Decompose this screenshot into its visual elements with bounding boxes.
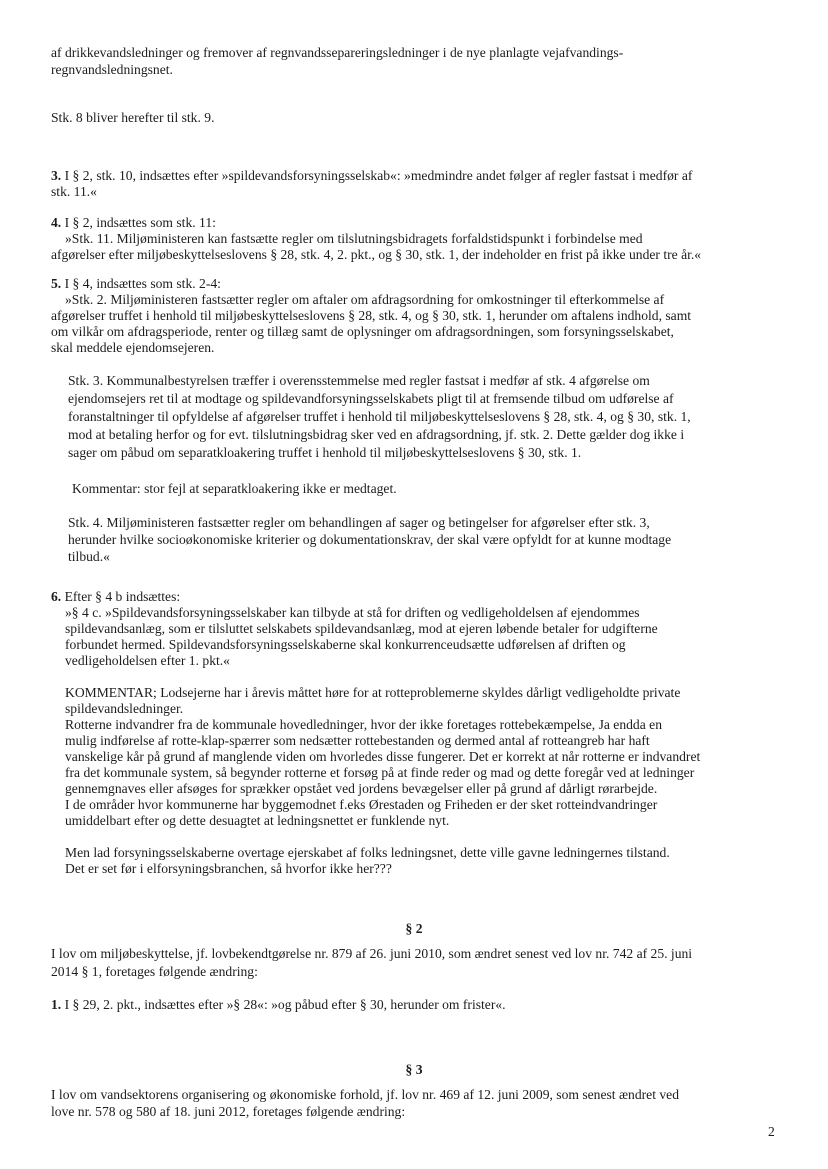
text-line: sager om påbud om separatkloakering truffet i henhold til miljøbeskyttelseslovens § 30, stk. 1. (68, 445, 582, 460)
text-line: afgørelser efter miljøbeskyttelseslovens § 28, stk. 4, 2. pkt., og § 30, stk. 1, der indeholder en frist på ikke under tre år.« (51, 247, 702, 262)
amendment-item-3 (51, 168, 692, 184)
text-line: regnvandsledningsnet. (51, 62, 173, 77)
comment-line: fra det kommunale system, så begynder rotterne et forsøg på at finde reder og mad og dette foregår ved at ledninger (65, 765, 695, 780)
comment-line: Det er set før i elforsyningsbranchen, så hvorfor ikke her??? (65, 861, 392, 876)
text-line: Stk. 4. Miljøministeren fastsætter regler om behandlingen af sager og betingelser for afgørelser efter stk. 3, (68, 515, 650, 530)
text-line: om vilkår om afdragsperiode, renter og tillæg samt de oplysninger om afdragsordningen, som forsyningsselskabet, (51, 324, 674, 339)
item-number: 1. (51, 997, 62, 1012)
text-line: ejendomsejers ret til at modtage og spildevandforsyningsselskabets pligt til at fremsende tilbud om udførelse af (68, 391, 674, 406)
text-line: Stk. 3. Kommunalbestyrelsen træffer i overensstemmelse med regler fastsat i medfør af stk. 4 afgørelse om (68, 373, 650, 388)
text-line: mod at betaling herfor og for evt. tilslutningsbidrag sker ved en afdragsordning, jf. stk. 2. Dette gælder dog ikke i (68, 427, 685, 442)
amendment-item-1 (51, 997, 506, 1013)
text-line: herunder hvilke socioøkonomiske kriterier og dokumentationskrav, der skal være opfyldt for at kunne modtage (68, 532, 672, 547)
item-number: 3. (51, 168, 62, 183)
text-line: I § 29, 2. pkt., indsættes efter »§ 28«: »og påbud efter § 30, herunder om frister«. (61, 997, 506, 1012)
section-heading: § 3 (405, 1061, 423, 1077)
comment-line: gennemgnaves eller afsøges for sprækker opstået ved jordens bevægelser eller på grund af dårligt rørarbejde. (65, 781, 658, 796)
item-number: 5. (51, 276, 62, 291)
text-line: forbundet hermed. Spildevandsforsyningsselskaberne skal konkurrenceudsætte udførelsen af driften og (65, 637, 626, 652)
text-line: »Stk. 11. Miljøministeren kan fastsætte regler om tilslutningsbidragets forfaldstidspunkt i forbindelse med (65, 231, 643, 246)
item-number: 6. (51, 589, 62, 604)
text-line: tilbud.« (68, 549, 110, 564)
amendment-item-4 (51, 215, 216, 231)
text-line: I § 2, indsættes som stk. 11: (61, 215, 216, 230)
text-line: I § 2, stk. 10, indsættes efter »spildevandsforsyningsselskab«: »medmindre andet følger af regler fastsat i medfør af (61, 168, 693, 183)
comment-line: umiddelbart efter og dette desuagtet at ledningsnettet er funklende nyt. (65, 813, 450, 828)
comment-line: I de områder hvor kommunerne har byggemodnet f.eks Ørestaden og Friheden er der sket rotteindvandringer (65, 797, 658, 812)
text-line: skal meddele ejendomsejeren. (51, 340, 215, 355)
text-line: af drikkevandsledninger og fremover af regnvandssepareringsledninger i de nye planlagte vejafvandings- (51, 45, 624, 60)
comment-line: spildevandsledninger. (65, 701, 184, 716)
text-line: »§ 4 c. »Spildevandsforsyningsselskaber kan tilbyde at stå for driften og vedligeholdelsen af ejendommes (65, 605, 640, 620)
text-line: foranstaltninger til opfyldelse af afgørelser truffet i henhold til miljøbeskyttelseslovens § 28, stk. 4, og § 30, stk. 1, (68, 409, 691, 424)
text-line: stk. 11.« (51, 184, 97, 199)
text-line: spildevandsanlæg, som er tilsluttet selskabets spildevandsanlæg, mod at ejeren løbende betaler for udgifterne (65, 621, 658, 636)
text-line: Efter § 4 b indsættes: (61, 589, 181, 604)
text-line: I lov om vandsektorens organisering og økonomiske forhold, jf. lov nr. 469 af 12. juni 2009, som senest ændret ved (51, 1087, 680, 1102)
text-line: vedligeholdelsen efter 1. pkt.« (65, 653, 230, 668)
text-line: love nr. 578 og 580 af 18. juni 2012, foretages følgende ændring: (51, 1104, 406, 1119)
text-line: »Stk. 2. Miljøministeren fastsætter regler om aftaler om afdragsordning for omkostninger til efterkommelse af (65, 292, 665, 307)
comment-line: Kommentar: stor fejl at separatkloakering ikke er medtaget. (72, 481, 397, 496)
amendment-item-5 (51, 276, 221, 292)
text-line: afgørelser truffet i henhold til miljøbeskyttelseslovens § 28, stk. 4, og § 30, stk. 1, herunder om aftalens indhold, samt (51, 308, 692, 323)
text-line: Stk. 8 bliver herefter til stk. 9. (51, 110, 215, 125)
comment-line: vanskelige kår på grund af manglende viden om hvorledes disse fungerer. Det er korrekt at når rotterne er indvandret (65, 749, 701, 764)
item-number: 4. (51, 215, 62, 230)
page-number: 2 (768, 1124, 775, 1139)
amendment-item-6 (51, 589, 180, 605)
comment-line: Rotterne indvandrer fra de kommunale hovedledninger, hvor der ikke foretages rottebekæmpelse, Ja endda en (65, 717, 662, 732)
text-line: I lov om miljøbeskyttelse, jf. lovbekendtgørelse nr. 879 af 26. juni 2010, som ændret senest ved lov nr. 742 af 25. juni (51, 946, 693, 961)
text-line: 2014 § 1, foretages følgende ændring: (51, 964, 258, 979)
comment-line: Men lad forsyningsselskaberne overtage ejerskabet af folks ledningsnet, dette ville gavne ledningernes tilstand. (65, 845, 670, 860)
section-heading: § 2 (405, 920, 423, 936)
comment-line: mulig indførelse af rotte-klap-spærrer som nedsætter rottebestanden og dermed antal af rotteangreb har haft (65, 733, 650, 748)
comment-line: KOMMENTAR; Lodsejerne har i årevis måttet høre for at rotteproblemerne skyldes dårligt vedligeholdte private (65, 685, 681, 700)
text-line: I § 4, indsættes som stk. 2-4: (61, 276, 221, 291)
